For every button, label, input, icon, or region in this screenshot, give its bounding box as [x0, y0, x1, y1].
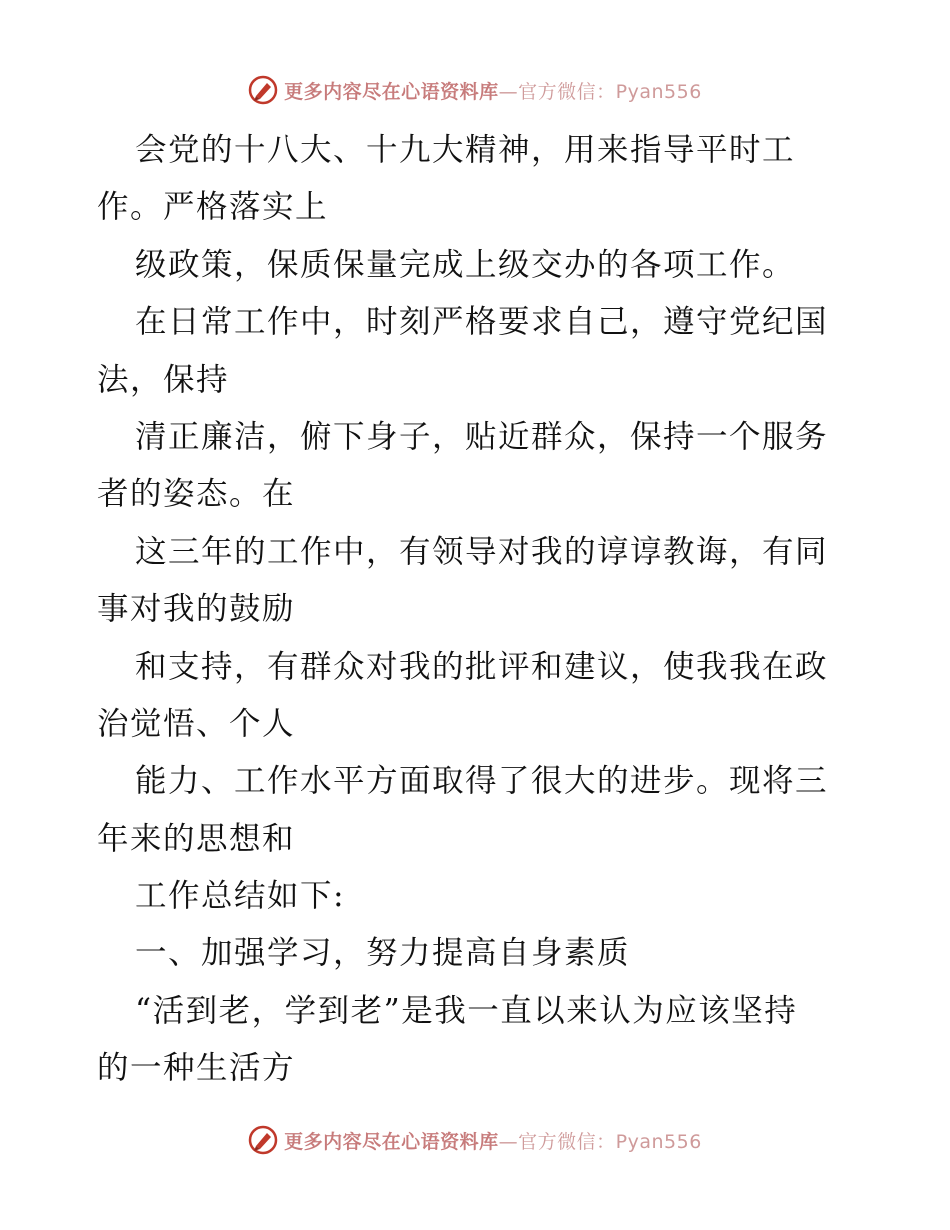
text-line: 级政策，保质保量完成上级交办的各项工作。 [135, 246, 796, 283]
text-line: 法，保持 [97, 361, 230, 398]
watermark-text: 更多内容尽在心语资料库—官方微信：Pyan556 [284, 80, 702, 103]
text-line: 的一种生活方 [97, 1050, 296, 1087]
text-line: 年来的思想和 [97, 820, 296, 857]
text-line: 清正廉洁，俯下身子，贴近群众，保持一个服务 [135, 418, 829, 455]
text-line: 在日常工作中，时刻严格要求自己，遵守党纪国 [135, 304, 829, 341]
text-line: 作。严格落实上 [97, 189, 329, 226]
watermark-text: 更多内容尽在心语资料库—官方微信：Pyan556 [284, 1130, 702, 1153]
text-line: “活到老，学到老”是我一直以来认为应该坚持 [135, 992, 798, 1029]
text-line: 工作总结如下: [135, 878, 346, 915]
text-line: 能力、工作水平方面取得了很大的进步。现将三 [135, 763, 829, 800]
text-line: 和支持，有群众对我的批评和建议，使我我在政 [135, 648, 829, 685]
document-body [97, 122, 897, 1098]
pen-logo-icon [248, 75, 278, 105]
text-line: 这三年的工作中，有领导对我的谆谆教诲，有同 [135, 533, 829, 570]
footer-watermark [0, 1120, 950, 1160]
text-line: 治觉悟、个人 [97, 705, 296, 742]
header-watermark [0, 70, 950, 110]
text-line: 者的姿态。在 [97, 476, 296, 513]
section-heading: 一、加强学习，努力提高自身素质 [135, 935, 631, 972]
pen-logo-icon [248, 1125, 278, 1155]
text-line: 事对我的鼓励 [97, 591, 296, 628]
text-line: 会党的十八大、十九大精神，用来指导平时工 [135, 132, 796, 168]
